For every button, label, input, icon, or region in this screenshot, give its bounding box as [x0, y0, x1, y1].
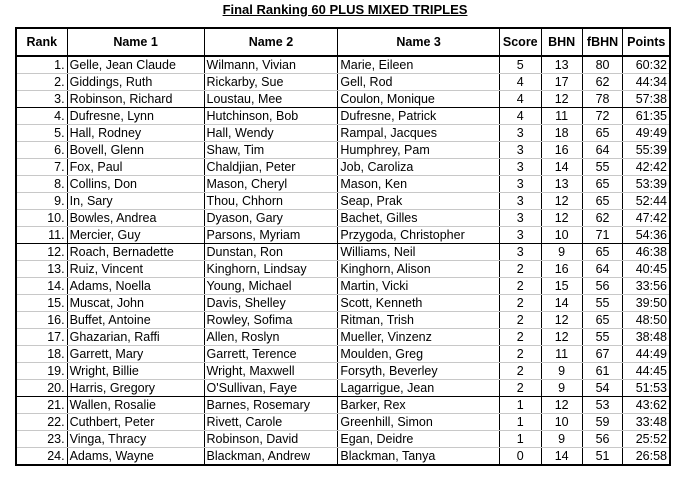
- cell-points: 46:38: [623, 244, 670, 261]
- cell-name-2: Young, Michael: [204, 278, 338, 295]
- cell-rank: 11.: [16, 227, 67, 244]
- cell-score: 2: [499, 329, 541, 346]
- cell-name-2: Rivett, Carole: [204, 414, 338, 431]
- cell-name-1: Wright, Billie: [67, 363, 204, 380]
- cell-name-3: Williams, Neil: [338, 244, 499, 261]
- cell-bhn: 9: [541, 431, 582, 448]
- cell-name-2: Dyason, Gary: [204, 210, 338, 227]
- cell-rank: 17.: [16, 329, 67, 346]
- cell-points: 44:45: [623, 363, 670, 380]
- cell-name-3: Mueller, Vinzenz: [338, 329, 499, 346]
- cell-name-1: Garrett, Mary: [67, 346, 204, 363]
- cell-bhn: 16: [541, 261, 582, 278]
- cell-name-3: Bachet, Gilles: [338, 210, 499, 227]
- cell-fbhn: 56: [582, 431, 623, 448]
- cell-name-3: Przygoda, Christopher: [338, 227, 499, 244]
- cell-name-2: Shaw, Tim: [204, 142, 338, 159]
- cell-rank: 21.: [16, 397, 67, 414]
- cell-bhn: 10: [541, 227, 582, 244]
- cell-name-1: Fox, Paul: [67, 159, 204, 176]
- cell-points: 25:52: [623, 431, 670, 448]
- cell-bhn: 12: [541, 91, 582, 108]
- cell-score: 3: [499, 210, 541, 227]
- cell-score: 3: [499, 244, 541, 261]
- cell-bhn: 12: [541, 397, 582, 414]
- cell-fbhn: 64: [582, 261, 623, 278]
- cell-points: 54:36: [623, 227, 670, 244]
- cell-name-2: Kinghorn, Lindsay: [204, 261, 338, 278]
- cell-bhn: 12: [541, 329, 582, 346]
- cell-name-2: Rickarby, Sue: [204, 74, 338, 91]
- table-row: [16, 261, 670, 278]
- table-row: [16, 295, 670, 312]
- header-name-2: Name 2: [204, 28, 338, 56]
- cell-name-1: Muscat, John: [67, 295, 204, 312]
- cell-name-3: Egan, Deidre: [338, 431, 499, 448]
- cell-name-3: Ritman, Trish: [338, 312, 499, 329]
- cell-fbhn: 61: [582, 363, 623, 380]
- cell-points: 48:50: [623, 312, 670, 329]
- header-rank: Rank: [16, 28, 67, 56]
- table-row: [16, 448, 670, 466]
- cell-bhn: 12: [541, 210, 582, 227]
- cell-name-1: Wallen, Rosalie: [67, 397, 204, 414]
- cell-fbhn: 65: [582, 125, 623, 142]
- cell-name-2: Blackman, Andrew: [204, 448, 338, 466]
- cell-bhn: 14: [541, 295, 582, 312]
- cell-name-1: Robinson, Richard: [67, 91, 204, 108]
- cell-name-3: Job, Caroliza: [338, 159, 499, 176]
- cell-points: 40:45: [623, 261, 670, 278]
- cell-fbhn: 65: [582, 312, 623, 329]
- cell-bhn: 17: [541, 74, 582, 91]
- cell-score: 3: [499, 142, 541, 159]
- cell-name-3: Blackman, Tanya: [338, 448, 499, 466]
- cell-score: 3: [499, 227, 541, 244]
- cell-name-1: Vinga, Thracy: [67, 431, 204, 448]
- cell-name-3: Rampal, Jacques: [338, 125, 499, 142]
- cell-fbhn: 67: [582, 346, 623, 363]
- cell-points: 60:32: [623, 56, 670, 74]
- cell-points: 43:62: [623, 397, 670, 414]
- table-row: [16, 125, 670, 142]
- cell-name-1: Roach, Bernadette: [67, 244, 204, 261]
- cell-rank: 4.: [16, 108, 67, 125]
- cell-score: 2: [499, 346, 541, 363]
- cell-rank: 1.: [16, 56, 67, 74]
- cell-fbhn: 55: [582, 159, 623, 176]
- table-row: [16, 329, 670, 346]
- cell-rank: 23.: [16, 431, 67, 448]
- cell-bhn: 13: [541, 56, 582, 74]
- table-row: [16, 56, 670, 74]
- cell-bhn: 16: [541, 142, 582, 159]
- cell-name-3: Mason, Ken: [338, 176, 499, 193]
- table-row: [16, 380, 670, 397]
- cell-score: 3: [499, 176, 541, 193]
- cell-name-2: Rowley, Sofima: [204, 312, 338, 329]
- cell-fbhn: 80: [582, 56, 623, 74]
- table-row: [16, 210, 670, 227]
- table-row: [16, 176, 670, 193]
- cell-rank: 2.: [16, 74, 67, 91]
- cell-score: 4: [499, 91, 541, 108]
- cell-bhn: 11: [541, 346, 582, 363]
- table-row: [16, 159, 670, 176]
- cell-rank: 16.: [16, 312, 67, 329]
- cell-fbhn: 72: [582, 108, 623, 125]
- cell-points: 38:48: [623, 329, 670, 346]
- cell-name-2: Davis, Shelley: [204, 295, 338, 312]
- cell-name-1: Buffet, Antoine: [67, 312, 204, 329]
- cell-points: 61:35: [623, 108, 670, 125]
- cell-rank: 14.: [16, 278, 67, 295]
- cell-name-1: Mercier, Guy: [67, 227, 204, 244]
- cell-name-1: Hall, Rodney: [67, 125, 204, 142]
- cell-rank: 8.: [16, 176, 67, 193]
- cell-rank: 5.: [16, 125, 67, 142]
- cell-name-3: Martin, Vicki: [338, 278, 499, 295]
- cell-points: 44:34: [623, 74, 670, 91]
- cell-fbhn: 78: [582, 91, 623, 108]
- cell-name-1: Adams, Wayne: [67, 448, 204, 466]
- cell-fbhn: 65: [582, 193, 623, 210]
- cell-name-2: Barnes, Rosemary: [204, 397, 338, 414]
- cell-score: 0: [499, 448, 541, 466]
- cell-points: 53:39: [623, 176, 670, 193]
- cell-bhn: 11: [541, 108, 582, 125]
- cell-name-3: Humphrey, Pam: [338, 142, 499, 159]
- cell-fbhn: 64: [582, 142, 623, 159]
- cell-fbhn: 56: [582, 278, 623, 295]
- table-row: [16, 74, 670, 91]
- cell-rank: 13.: [16, 261, 67, 278]
- cell-fbhn: 65: [582, 176, 623, 193]
- ranking-table: [15, 27, 671, 466]
- cell-score: 3: [499, 125, 541, 142]
- cell-fbhn: 65: [582, 244, 623, 261]
- cell-name-2: Wilmann, Vivian: [204, 56, 338, 74]
- cell-name-3: Kinghorn, Alison: [338, 261, 499, 278]
- cell-name-3: Barker, Rex: [338, 397, 499, 414]
- cell-name-2: Thou, Chhorn: [204, 193, 338, 210]
- cell-name-3: Forsyth, Beverley: [338, 363, 499, 380]
- table-row: [16, 397, 670, 414]
- cell-bhn: 10: [541, 414, 582, 431]
- cell-points: 47:42: [623, 210, 670, 227]
- header-name-1: Name 1: [67, 28, 204, 56]
- cell-points: 51:53: [623, 380, 670, 397]
- table-row: [16, 244, 670, 261]
- cell-rank: 10.: [16, 210, 67, 227]
- cell-score: 3: [499, 159, 541, 176]
- cell-points: 52:44: [623, 193, 670, 210]
- header-row: [16, 28, 670, 56]
- header-fbhn: fBHN: [582, 28, 623, 56]
- cell-name-1: Adams, Noella: [67, 278, 204, 295]
- cell-fbhn: 51: [582, 448, 623, 466]
- cell-name-1: Dufresne, Lynn: [67, 108, 204, 125]
- cell-bhn: 15: [541, 278, 582, 295]
- cell-bhn: 14: [541, 448, 582, 466]
- cell-points: 44:49: [623, 346, 670, 363]
- cell-name-3: Seap, Prak: [338, 193, 499, 210]
- cell-bhn: 18: [541, 125, 582, 142]
- cell-points: 42:42: [623, 159, 670, 176]
- cell-points: 57:38: [623, 91, 670, 108]
- cell-name-3: Gell, Rod: [338, 74, 499, 91]
- cell-bhn: 12: [541, 312, 582, 329]
- cell-score: 2: [499, 278, 541, 295]
- cell-fbhn: 55: [582, 295, 623, 312]
- cell-name-1: Giddings, Ruth: [67, 74, 204, 91]
- cell-name-2: Dunstan, Ron: [204, 244, 338, 261]
- page-title: [0, 2, 690, 18]
- table-row: [16, 278, 670, 295]
- cell-score: 5: [499, 56, 541, 74]
- cell-name-2: Garrett, Terence: [204, 346, 338, 363]
- cell-score: 3: [499, 193, 541, 210]
- table-row: [16, 227, 670, 244]
- cell-name-3: Scott, Kenneth: [338, 295, 499, 312]
- cell-name-3: Dufresne, Patrick: [338, 108, 499, 125]
- cell-name-1: Cuthbert, Peter: [67, 414, 204, 431]
- cell-name-1: Collins, Don: [67, 176, 204, 193]
- cell-points: 33:56: [623, 278, 670, 295]
- cell-rank: 24.: [16, 448, 67, 466]
- header-bhn: BHN: [541, 28, 582, 56]
- table-row: [16, 346, 670, 363]
- table-row: [16, 414, 670, 431]
- cell-name-2: Allen, Roslyn: [204, 329, 338, 346]
- cell-points: 39:50: [623, 295, 670, 312]
- cell-name-1: Ruiz, Vincent: [67, 261, 204, 278]
- cell-rank: 19.: [16, 363, 67, 380]
- cell-rank: 18.: [16, 346, 67, 363]
- cell-fbhn: 55: [582, 329, 623, 346]
- cell-name-1: Bovell, Glenn: [67, 142, 204, 159]
- table-row: [16, 312, 670, 329]
- header-points: Points: [623, 28, 670, 56]
- cell-points: 26:58: [623, 448, 670, 466]
- cell-name-2: O'Sullivan, Faye: [204, 380, 338, 397]
- cell-score: 4: [499, 108, 541, 125]
- cell-bhn: 14: [541, 159, 582, 176]
- cell-points: 55:39: [623, 142, 670, 159]
- cell-name-2: Mason, Cheryl: [204, 176, 338, 193]
- cell-bhn: 9: [541, 380, 582, 397]
- cell-score: 1: [499, 414, 541, 431]
- cell-bhn: 13: [541, 176, 582, 193]
- cell-fbhn: 54: [582, 380, 623, 397]
- cell-name-1: Bowles, Andrea: [67, 210, 204, 227]
- cell-name-2: Hutchinson, Bob: [204, 108, 338, 125]
- cell-name-2: Hall, Wendy: [204, 125, 338, 142]
- cell-bhn: 12: [541, 193, 582, 210]
- title-text: Final Ranking 60 PLUS MIXED TRIPLES: [222, 2, 468, 17]
- cell-name-1: Harris, Gregory: [67, 380, 204, 397]
- cell-points: 33:48: [623, 414, 670, 431]
- cell-fbhn: 53: [582, 397, 623, 414]
- cell-score: 2: [499, 380, 541, 397]
- cell-bhn: 9: [541, 363, 582, 380]
- cell-rank: 7.: [16, 159, 67, 176]
- header-score: Score: [499, 28, 541, 56]
- cell-fbhn: 59: [582, 414, 623, 431]
- cell-name-3: Moulden, Greg: [338, 346, 499, 363]
- cell-score: 1: [499, 431, 541, 448]
- cell-name-2: Wright, Maxwell: [204, 363, 338, 380]
- cell-rank: 6.: [16, 142, 67, 159]
- cell-name-2: Loustau, Mee: [204, 91, 338, 108]
- cell-score: 1: [499, 397, 541, 414]
- table-row: [16, 142, 670, 159]
- table-row: [16, 91, 670, 108]
- cell-fbhn: 71: [582, 227, 623, 244]
- cell-rank: 12.: [16, 244, 67, 261]
- cell-name-3: Lagarrigue, Jean: [338, 380, 499, 397]
- cell-name-1: In, Sary: [67, 193, 204, 210]
- cell-rank: 9.: [16, 193, 67, 210]
- cell-rank: 22.: [16, 414, 67, 431]
- cell-name-1: Ghazarian, Raffi: [67, 329, 204, 346]
- cell-name-3: Greenhill, Simon: [338, 414, 499, 431]
- cell-points: 49:49: [623, 125, 670, 142]
- cell-score: 2: [499, 261, 541, 278]
- cell-name-2: Parsons, Myriam: [204, 227, 338, 244]
- table-row: [16, 431, 670, 448]
- cell-rank: 15.: [16, 295, 67, 312]
- cell-name-2: Robinson, David: [204, 431, 338, 448]
- cell-score: 2: [499, 295, 541, 312]
- cell-fbhn: 62: [582, 74, 623, 91]
- cell-rank: 20.: [16, 380, 67, 397]
- cell-rank: 3.: [16, 91, 67, 108]
- cell-name-2: Chaldjian, Peter: [204, 159, 338, 176]
- cell-bhn: 9: [541, 244, 582, 261]
- table-row: [16, 193, 670, 210]
- cell-score: 2: [499, 363, 541, 380]
- cell-name-1: Gelle, Jean Claude: [67, 56, 204, 74]
- table-row: [16, 363, 670, 380]
- cell-name-3: Marie, Eileen: [338, 56, 499, 74]
- cell-score: 2: [499, 312, 541, 329]
- header-name-3: Name 3: [338, 28, 499, 56]
- cell-fbhn: 62: [582, 210, 623, 227]
- table-row: [16, 108, 670, 125]
- cell-name-3: Coulon, Monique: [338, 91, 499, 108]
- cell-score: 4: [499, 74, 541, 91]
